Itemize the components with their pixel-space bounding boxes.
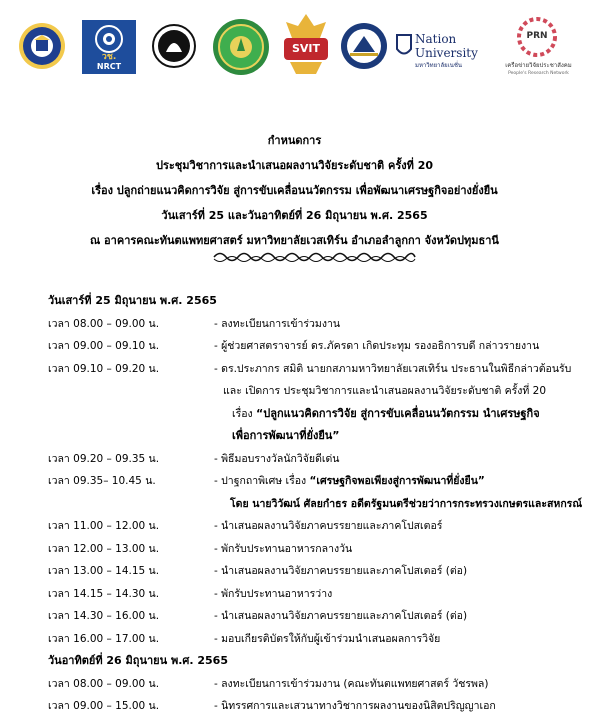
schedule-desc bbox=[232, 403, 540, 426]
schedule-desc: - ผู้ช่วยศาสตราจารย์ ดร.ภัครดา เกิดประทุม รองอธิการบดี กล่าวรายงาน bbox=[214, 340, 540, 352]
western-university-logo bbox=[18, 22, 66, 70]
nrct-logo bbox=[82, 20, 136, 74]
prn-logo bbox=[494, 14, 583, 80]
schedule-row bbox=[48, 515, 588, 538]
schedule-row bbox=[48, 470, 588, 493]
day2-title: วันอาทิตย์ที่ 26 มิถุนายน พ.ศ. 2565 bbox=[48, 654, 228, 667]
nation-thai-label: มหาวิทยาลัยเนชั่น bbox=[415, 62, 463, 69]
schedule-desc: และ เปิดการ ประชุมวิชาการและนำเสนอผลงานวิจัยระดับชาติ ครั้งที่ 20 bbox=[223, 385, 547, 397]
schedule-time: เวลา 16.00 – 17.00 น. bbox=[48, 632, 160, 645]
schedule-time: เวลา 14.30 – 16.00 น. bbox=[48, 610, 160, 622]
schedule-row-continued bbox=[48, 425, 588, 448]
schedule-time: เวลา 09.20 – 09.35 น. bbox=[48, 452, 160, 465]
schedule-row bbox=[48, 605, 588, 628]
schedule-time: เวลา 09.00 – 15.00 น. bbox=[48, 700, 160, 712]
logo-row bbox=[18, 12, 583, 82]
conference-theme: เรื่อง ปลูกถ่ายแนวคิดการวิจัย สู่การขับเคลื่อนนวัตกรรม เพื่อพัฒนาเศรษฐกิจอย่างยั่งยืน bbox=[91, 184, 498, 197]
schedule-row bbox=[48, 695, 588, 718]
conference-name: ประชุมวิชาการและนำเสนอผลงานวิจัยระดับชาติ ครั้งที่ 20 bbox=[155, 159, 434, 172]
agenda-header bbox=[0, 128, 589, 253]
schedule-time: เวลา 08.00 – 09.00 น. bbox=[48, 317, 160, 330]
nation-line2: University bbox=[415, 46, 478, 60]
schedule-time: เวลา 09.35– 10.45 น. bbox=[48, 475, 156, 487]
schedule-row bbox=[48, 583, 588, 606]
schedule-time: เวลา 14.15 – 14.30 น. bbox=[48, 587, 160, 600]
schedule-time: เวลา 08.00 – 09.00 น. bbox=[48, 677, 160, 690]
schedule-desc bbox=[214, 470, 485, 493]
schedule-desc: - พิธีมอบรางวัลนักวิจัยดีเด่น bbox=[214, 452, 340, 465]
nation-line1: Nation bbox=[415, 32, 457, 46]
schedule-desc: - นำเสนอผลงานวิจัยภาคบรรยายและภาคโปสเตอร์ bbox=[214, 520, 443, 532]
schedule-desc: - ลงทะเบียนการเข้าร่วมงาน bbox=[214, 317, 341, 330]
nrct-thai-label: วช. bbox=[101, 52, 117, 62]
blue-university-logo bbox=[340, 22, 388, 70]
schedule-row-continued bbox=[48, 493, 588, 516]
green-seal-logo bbox=[212, 18, 270, 76]
schedule-desc: - นำเสนอผลงานวิจัยภาคบรรยายและภาคโปสเตอร์ (ต่อ) bbox=[214, 610, 468, 622]
schedule-time: เวลา 13.00 – 14.15 น. bbox=[48, 565, 160, 577]
schedule-row bbox=[48, 358, 588, 381]
schedule-desc: - นำเสนอผลงานวิจัยภาคบรรยายและภาคโปสเตอร์ (ต่อ) bbox=[214, 565, 468, 577]
schedule-desc: - นิทรรศการและเสวนาทางวิชาการผลงานของนิสิตปริญญาเอก bbox=[214, 700, 496, 712]
schedule-row bbox=[48, 448, 588, 471]
prn-label: PRN bbox=[526, 31, 548, 41]
schedule-row bbox=[48, 335, 588, 358]
schedule-desc: - มอบเกียรติบัตรให้กับผู้เข้าร่วมนำเสนอผลการวิจัย bbox=[214, 632, 441, 645]
svit-label: SVIT bbox=[291, 42, 321, 55]
black-seal-logo bbox=[152, 24, 196, 68]
schedule-desc: - ดร.ประภากร สมิติ นายกสภามหาวิทยาลัยเวสเทิร์น ประธานในพิธีกล่าวต้อนรับ bbox=[214, 362, 572, 375]
keynote-speaker: โดย นายวิวัฒน์ ศัลยกำธร อดีตรัฐมนตรีช่วยว่าการกระทรวงเกษตรและสหกรณ์ bbox=[230, 497, 583, 510]
prn-english-label: People's Research Network bbox=[508, 71, 569, 76]
agenda-title: กำหนดการ bbox=[267, 134, 322, 147]
schedule-row bbox=[48, 673, 588, 696]
topic-title: “ปลูกแนวคิดการวิจัย สู่การขับเคลื่อนนวัตกรรม นำเศรษฐกิจ bbox=[256, 406, 540, 420]
keynote-title: “เศรษฐกิจพอเพียงสู่การพัฒนาที่ยั่งยืน” bbox=[309, 475, 485, 487]
nrct-label: NRCT bbox=[96, 62, 122, 71]
schedule-time: เวลา 09.00 – 09.10 น. bbox=[48, 340, 160, 352]
conference-dates: วันเสาร์ที่ 25 และวันอาทิตย์ที่ 26 มิถุนายน พ.ศ. 2565 bbox=[161, 209, 428, 222]
nation-shield-icon bbox=[396, 34, 412, 60]
schedule-row bbox=[48, 560, 588, 583]
schedule-row bbox=[48, 628, 588, 651]
schedule-desc: - พักรับประทานอาหารกลางวัน bbox=[214, 542, 353, 555]
nation-university-logo bbox=[396, 32, 486, 76]
keynote-prefix: - ปาฐกถาพิเศษ เรื่อง bbox=[214, 475, 310, 487]
schedule-row-continued bbox=[48, 380, 588, 403]
topic-prefix: เรื่อง bbox=[232, 407, 256, 420]
schedule-row bbox=[48, 538, 588, 561]
schedule-row bbox=[48, 313, 588, 336]
ornament-divider bbox=[212, 250, 417, 264]
schedule-desc: - พักรับประทานอาหารว่าง bbox=[214, 587, 333, 600]
day1-title: วันเสาร์ที่ 25 มิถุนายน พ.ศ. 2565 bbox=[48, 294, 217, 307]
schedule-time: เวลา 09.10 – 09.20 น. bbox=[48, 362, 160, 375]
prn-thai-label: เครือข่ายวิจัยประชาสังคม bbox=[505, 62, 572, 69]
schedule-desc: - ลงทะเบียนการเข้าร่วมงาน (คณะทันตแพทยศาสตร์ วัชรพล) bbox=[214, 677, 489, 690]
topic-title-continued: เพื่อการพัฒนาที่ยั่งยืน” bbox=[232, 429, 340, 442]
schedule-row-continued bbox=[48, 403, 588, 426]
schedule bbox=[48, 290, 588, 718]
conference-venue: ณ อาคารคณะทันตแพทยศาสตร์ มหาวิทยาลัยเวสเทิร์น อำเภอลำลูกกา จังหวัดปทุมธานี bbox=[90, 234, 499, 247]
schedule-time: เวลา 11.00 – 12.00 น. bbox=[48, 520, 160, 532]
schedule-time: เวลา 12.00 – 13.00 น. bbox=[48, 542, 160, 555]
